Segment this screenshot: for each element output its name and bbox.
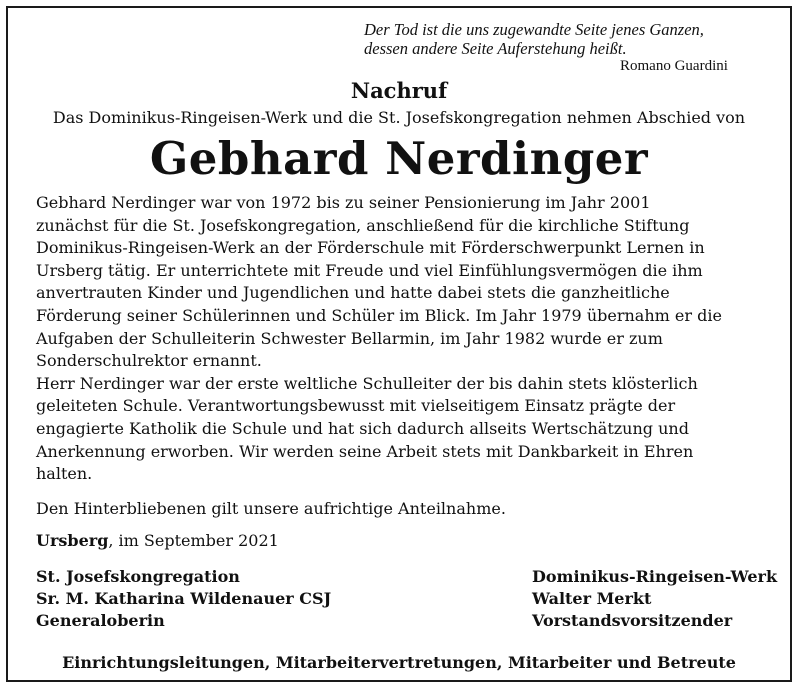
signature-left bbox=[36, 566, 331, 632]
quote-author: Romano Guardini bbox=[620, 58, 728, 74]
signature-right bbox=[532, 566, 777, 632]
signature-organization: St. Josefskongregation bbox=[36, 567, 240, 586]
signature-organization: Dominikus-Ringeisen-Werk bbox=[532, 567, 778, 586]
body-line: zunächst für die St. Josefskongregation, anschließend für die kirchliche Stiftung bbox=[36, 215, 690, 235]
date: , im September 2021 bbox=[108, 531, 279, 550]
intro-text: Das Dominikus-Ringeisen-Werk und die St. Josefskongregation nehmen Abschied von bbox=[52, 108, 746, 127]
quote bbox=[364, 20, 774, 58]
heading: Nachruf bbox=[350, 78, 448, 103]
body-line: Herr Nerdinger war der erste weltliche Schulleiter der bis dahin stets klösterlich bbox=[36, 373, 698, 393]
place: Ursberg bbox=[36, 531, 109, 550]
footer-mourners: Einrichtungsleitungen, Mitarbeitervertretungen, Mitarbeiter und Betreute bbox=[62, 653, 736, 672]
place-date bbox=[36, 531, 279, 550]
body-line: Aufgaben der Schulleiterin Schwester Bellarmin, im Jahr 1982 wurde er zum bbox=[36, 328, 663, 348]
body-line: Sonderschulrektor ernannt. bbox=[36, 351, 262, 371]
obituary-notice bbox=[6, 6, 792, 682]
body-line: Anerkennung erworben. Wir werden seine Arbeit stets mit Dankbarkeit in Ehren bbox=[36, 441, 694, 461]
body-line: Dominikus-Ringeisen-Werk an der Förderschule mit Förderschwerpunkt Lernen in bbox=[36, 238, 705, 258]
body-text bbox=[36, 192, 776, 486]
signature-role: Vorstandsvorsitzender bbox=[532, 611, 733, 630]
body-line: halten. bbox=[36, 464, 93, 484]
body-line: Förderung seiner Schülerinnen und Schüler im Blick. Im Jahr 1979 übernahm er die bbox=[36, 305, 722, 325]
quote-line-2: dessen andere Seite Auferstehung heißt. bbox=[364, 39, 627, 58]
signature-person: Sr. M. Katharina Wildenauer CSJ bbox=[36, 589, 332, 608]
deceased-name: Gebhard Nerdinger bbox=[149, 132, 649, 185]
signature-person: Walter Merkt bbox=[532, 589, 652, 608]
condolence-text: Den Hinterbliebenen gilt unsere aufrichtige Anteilnahme. bbox=[36, 499, 506, 518]
body-line: engagierte Katholik die Schule und hat sich dadurch allseits Wertschätzung und bbox=[36, 418, 689, 438]
body-line: anvertrauten Kinder und Jugendlichen und hatte dabei stets die ganzheitliche bbox=[36, 283, 670, 303]
body-line: Ursberg tätig. Er unterrichtete mit Freude und viel Einfühlungsvermögen die ihm bbox=[36, 260, 703, 280]
quote-line-1: Der Tod ist die uns zugewandte Seite jenes Ganzen, bbox=[364, 20, 704, 39]
signature-role: Generaloberin bbox=[36, 611, 165, 630]
body-line: Gebhard Nerdinger war von 1972 bis zu seiner Pensionierung im Jahr 2001 bbox=[36, 193, 651, 212]
body-line: geleiteten Schule. Verantwortungsbewusst mit vielseitigem Einsatz prägte der bbox=[36, 396, 676, 416]
